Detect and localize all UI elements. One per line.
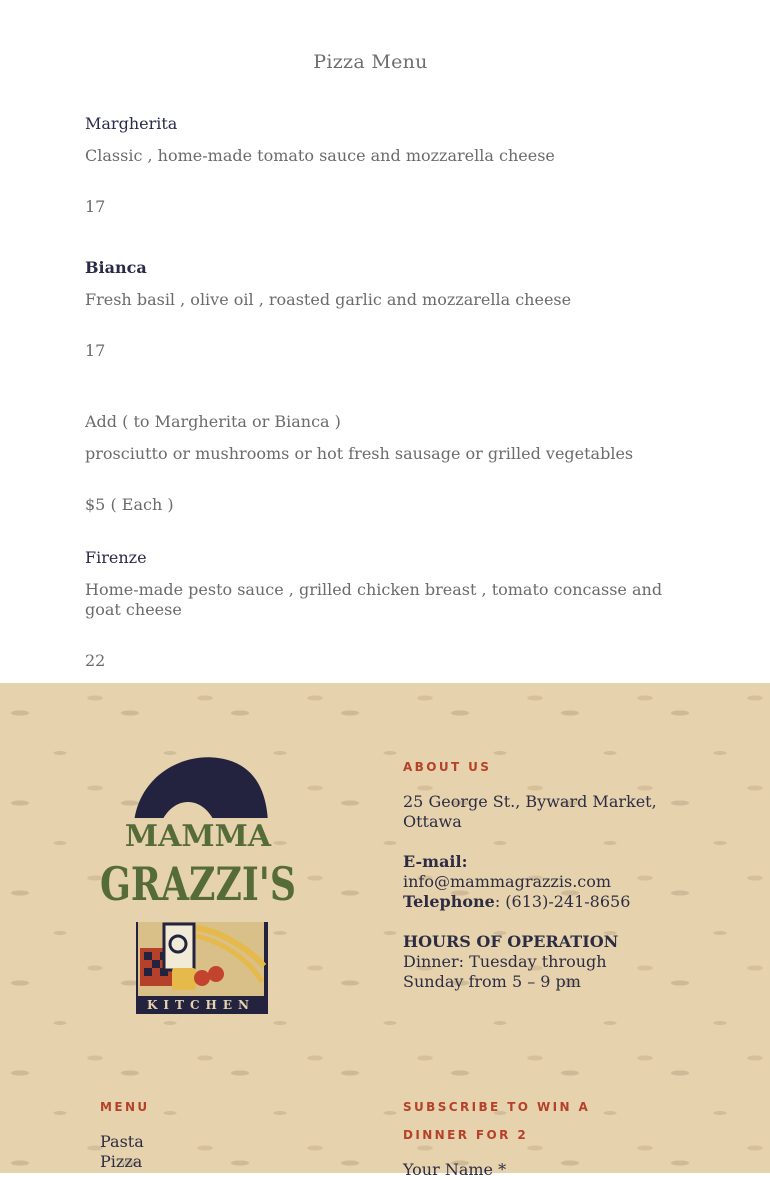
page-title: Pizza Menu (313, 51, 428, 73)
menu-item-price: 17 (85, 341, 106, 360)
menu-item-name: Firenze (85, 548, 147, 567)
telephone-line (403, 892, 630, 912)
menu-item-description: Classic , home-made tomato sauce and mozzarella cheese (85, 146, 555, 165)
site-footer (0, 683, 770, 1179)
menu-item-bianca (85, 258, 665, 361)
name-field-label: Your Name * (403, 1160, 507, 1179)
logo-line-kitchen: KITCHEN (147, 998, 255, 1012)
menu-item-firenze (85, 548, 665, 671)
menu-item-name: Margherita (85, 114, 178, 133)
subscribe-heading: SUBSCRIBE TO WIN A DINNER FOR 2 (403, 1100, 591, 1142)
email-label: E-mail: (403, 852, 468, 871)
email-link[interactable]: info@mammagrazzis.com (403, 872, 612, 891)
about-us-heading: ABOUT US (403, 760, 492, 774)
hours-heading: HOURS OF OPERATION (403, 932, 619, 951)
menu-item-margherita (85, 114, 665, 217)
footer-menu-heading: MENU (100, 1100, 150, 1114)
menu-item-name: Bianca (85, 258, 147, 277)
telephone-label: Telephone (403, 892, 495, 911)
menu-item-add-ons (85, 412, 665, 515)
menu-item-name: Add ( to Margherita or Bianca ) (85, 412, 341, 431)
about-address: 25 George St., Byward Market, Ottawa (403, 792, 657, 831)
hours-text: Dinner: Tuesday through Sunday from 5 – 9 pm (403, 952, 607, 991)
footer-menu-link-pasta[interactable]: Pasta (100, 1132, 144, 1151)
menu-item-description: Home-made pesto sauce , grilled chicken breast , tomato concasse and goat cheese (85, 580, 663, 619)
menu-item-description: prosciutto or mushrooms or hot fresh sausage or grilled vegetables (85, 444, 634, 463)
telephone-number[interactable]: : (613)-241-8656 (494, 892, 631, 911)
footer-menu-link-pizza[interactable]: Pizza (100, 1152, 143, 1171)
menu-item-description: Fresh basil , olive oil , roasted garlic and mozzarella cheese (85, 290, 572, 309)
logo-line-mamma: MAMMA (124, 819, 272, 854)
mamma-grazzis-logo[interactable] (98, 752, 298, 1020)
menu-item-price: $5 ( Each ) (85, 495, 174, 514)
menu-item-price: 17 (85, 197, 106, 216)
logo-line-grazzis: GRAZZI'S (100, 857, 296, 911)
menu-item-price: 22 (85, 651, 106, 670)
